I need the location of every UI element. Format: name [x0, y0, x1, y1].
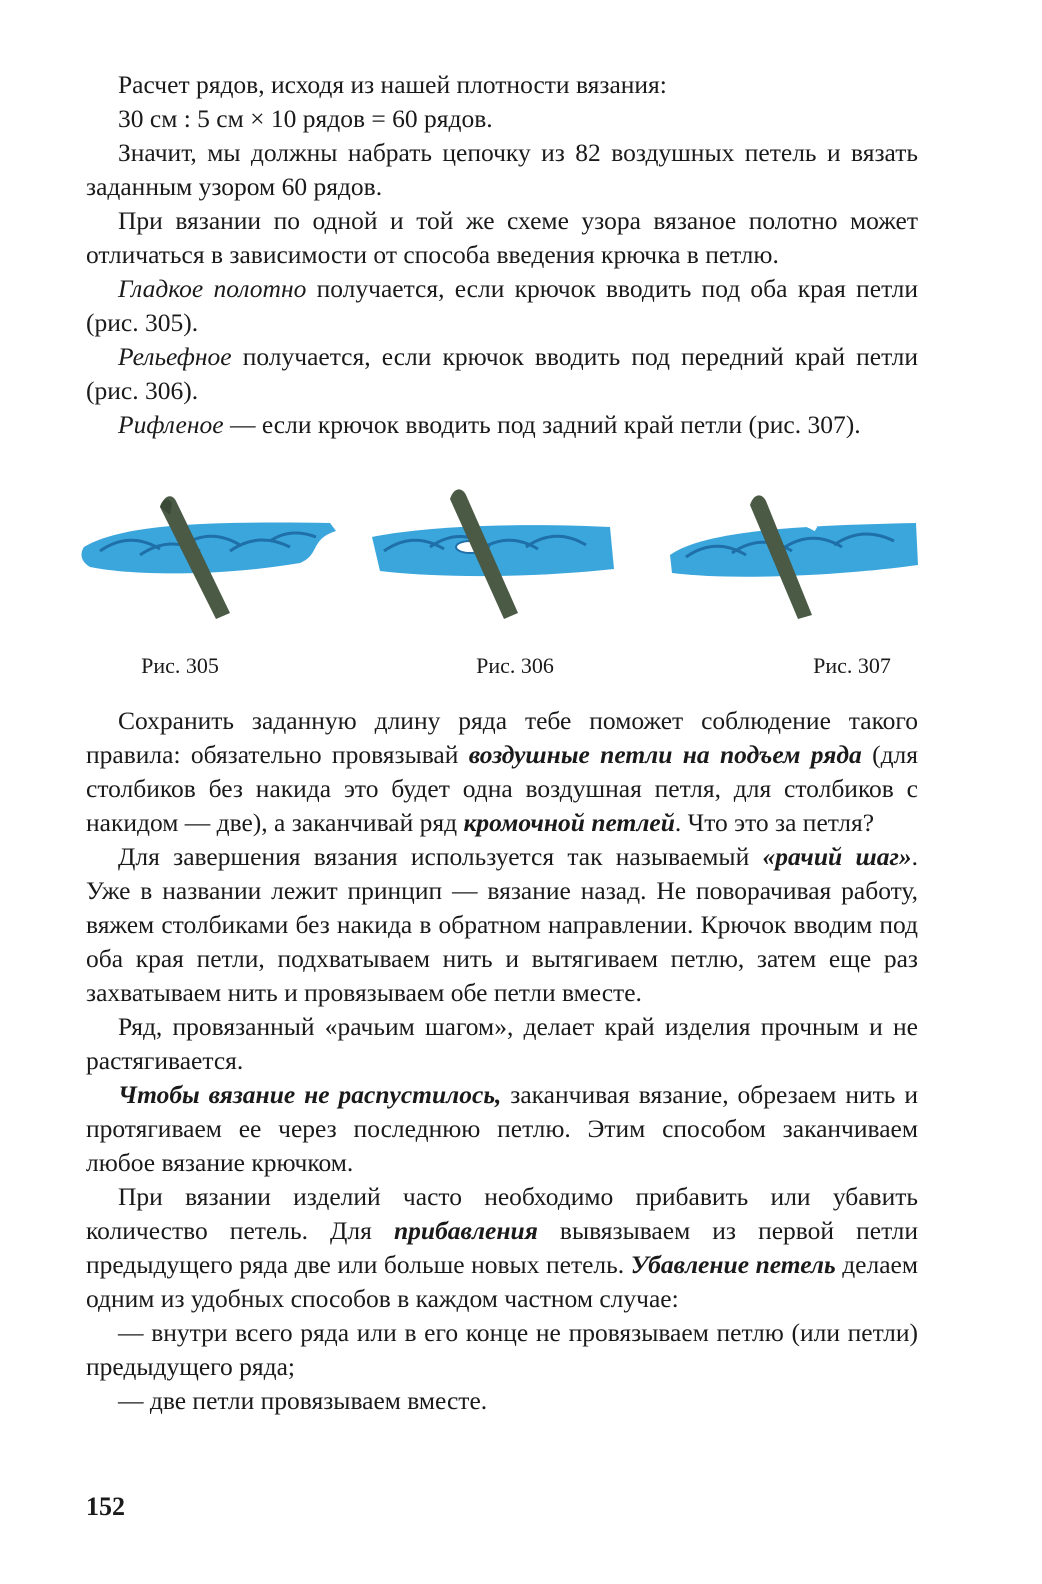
crochet-chain-illustration: [370, 485, 620, 635]
term-not-unravel: Чтобы вязание не распустилось,: [118, 1080, 502, 1109]
top-text: [86, 68, 918, 442]
list-item: — внутри всего ряда или в его конце не провязываем петлю (или петли) предыдущего ряда;: [86, 1318, 918, 1381]
paragraph: Для завершения вязания используется так называемый «рачий шаг». Уже в названии лежит принцип — вязание назад. Не поворачивая работу, вяжем столбиками без накида в обратном направлении. Крючок вводим под оба края петли, подхватываем нить и вытягиваем петлю, затем еще раз захватываем нить и провязываем обе петли вместе.: [86, 842, 918, 1007]
crochet-chain-illustration: [666, 485, 922, 635]
term-chain-lift: воздушные петли на подъем ряда: [468, 740, 862, 769]
term-decrease: Убавление петель: [630, 1250, 836, 1279]
term-edge-loop: кромочной петлей: [463, 808, 675, 837]
list-item: — две петли провязываем вместе.: [118, 1386, 488, 1415]
term-relief: Рельефное: [118, 342, 232, 371]
figure-307: [666, 485, 922, 678]
paragraph: Рифленое — если крючок вводить под задний край петли (рис. 307).: [118, 410, 861, 439]
bottom-text: [86, 704, 918, 1418]
paragraph: Гладкое полотно получается, если крючок вводить под оба края петли (рис. 305).: [86, 274, 918, 337]
paragraph: Рельефное получается, если крючок вводить под передний край петли (рис. 306).: [86, 342, 918, 405]
paragraph: Ряд, провязанный «рачьим шагом», делает край изделия прочным и не растягивается.: [86, 1012, 918, 1075]
paragraph: Чтобы вязание не распустилось, заканчивая вязание, обрезаем нить и протягиваем ее через последнюю петлю. Этим способом заканчиваем любое вязание крючком.: [86, 1080, 918, 1177]
paragraph: При вязании по одной и той же схеме узора вязаное полотно может отличаться в зависимости от способа введения крючка в петлю.: [86, 206, 918, 269]
crochet-chain-illustration: [80, 485, 340, 635]
paragraph: Значит, мы должны набрать цепочку из 82 воздушных петель и вязать заданным узором 60 рядов.: [86, 138, 918, 201]
figure-caption: Рис. 306: [476, 653, 554, 678]
figure-305: [80, 485, 340, 678]
term-smooth: Гладкое полотно: [118, 274, 307, 303]
term-crab-step: «рачий шаг»: [762, 842, 912, 871]
figure-caption: Рис. 305: [141, 653, 219, 678]
formula-line: 30 см : 5 см × 10 рядов = 60 рядов.: [118, 104, 493, 133]
page-number: 152: [86, 1492, 125, 1521]
figure-306: [370, 485, 620, 678]
term-increase: прибавления: [393, 1216, 538, 1245]
term-ribbed: Рифленое: [118, 410, 224, 439]
paragraph: Сохранить заданную длину ряда тебе поможет соблюдение такого правила: обязательно провязывай воздушные петли на подъем ряда (для столбиков без накида это будет одна воздушная петля, для столбиков с накидом — две), а заканчивай ряд кромочной петлей. Что это за петля?: [86, 706, 919, 837]
paragraph: Расчет рядов, исходя из нашей плотности вязания:: [118, 70, 667, 99]
paragraph: При вязании изделий часто необходимо прибавить или убавить количество петель. Для прибавления вывязываем из первой петли предыдущего ряда две или больше новых петель. Убавление петель делаем одним из удобных способов в каждом частном случае:: [86, 1182, 918, 1313]
figure-caption: Рис. 307: [813, 653, 891, 678]
figures-row: [0, 485, 1042, 705]
